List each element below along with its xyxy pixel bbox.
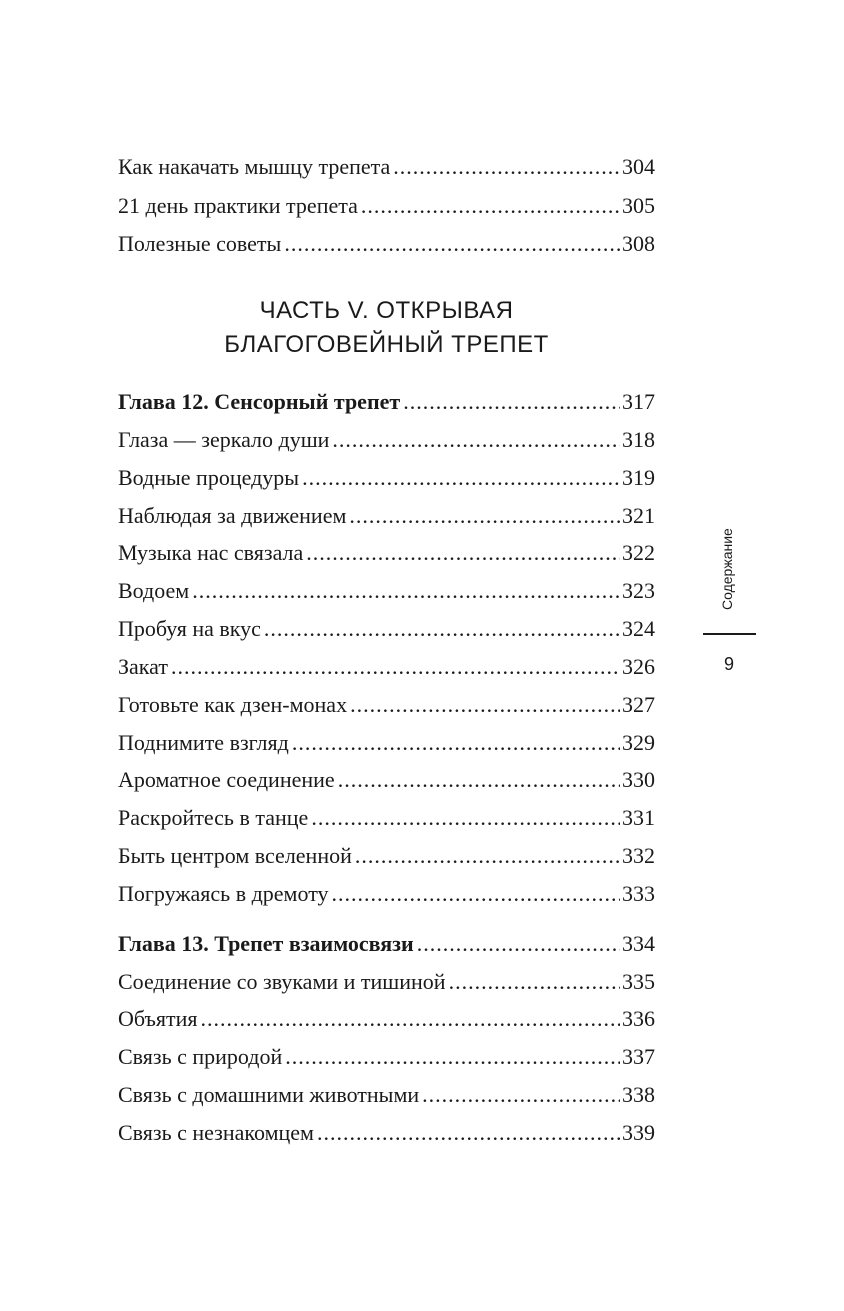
- toc-entry-page: 333: [622, 881, 655, 906]
- leader-dots: [264, 615, 620, 643]
- side-divider: [703, 633, 756, 635]
- toc-entry[interactable]: [118, 1005, 655, 1033]
- page-number: 9: [723, 654, 734, 674]
- chapter-page: 317: [622, 389, 655, 414]
- toc-entry-page: 339: [622, 1120, 655, 1145]
- leader-dots: [192, 577, 620, 605]
- chapter-13-heading[interactable]: [118, 930, 655, 958]
- chapter-12-heading[interactable]: [118, 388, 655, 416]
- toc-entry-title: Погружаясь в дремоту: [118, 881, 329, 906]
- leader-dots: [350, 691, 620, 719]
- toc-entry[interactable]: [118, 192, 655, 220]
- leader-dots: [332, 426, 620, 454]
- leader-dots: [292, 729, 620, 757]
- toc-entry-page: 308: [622, 231, 655, 256]
- toc-entry[interactable]: [118, 729, 655, 757]
- leader-dots: [171, 653, 620, 681]
- toc-entry[interactable]: [118, 842, 655, 870]
- toc-entry-page: 329: [622, 730, 655, 755]
- leader-dots: [285, 1043, 620, 1071]
- toc-entry[interactable]: [118, 539, 655, 567]
- toc-entry-title: Объятия: [118, 1006, 198, 1031]
- toc-entry-page: 338: [622, 1082, 655, 1107]
- toc-entry[interactable]: [118, 880, 655, 908]
- leader-dots: [311, 804, 620, 832]
- leader-dots: [332, 880, 620, 908]
- toc-entry[interactable]: [118, 1043, 655, 1071]
- toc-entry-title: Соединение со звуками и тишиной: [118, 969, 446, 994]
- toc-entry[interactable]: [118, 615, 655, 643]
- toc-entry-title: Раскройтесь в танце: [118, 805, 309, 830]
- toc-entry-title: Водные процедуры: [118, 465, 300, 490]
- toc-entry[interactable]: [118, 230, 655, 258]
- leader-dots: [361, 192, 620, 220]
- toc-entry-title: Связь с природой: [118, 1044, 283, 1069]
- toc-entry-title: Музыка нас связала: [118, 540, 304, 565]
- toc-entry[interactable]: [118, 766, 655, 794]
- toc-entry-page: 318: [622, 427, 655, 452]
- part-heading: [118, 294, 655, 362]
- toc-entry-title: Связь с незнакомцем: [118, 1120, 314, 1145]
- toc-entry-title: Связь с домашними животными: [118, 1082, 420, 1107]
- toc-entry-title: Как накачать мышцу трепета: [118, 154, 391, 179]
- leader-dots: [201, 1005, 620, 1033]
- toc-entry-page: 304: [622, 154, 655, 179]
- toc-entry-page: 321: [622, 503, 655, 528]
- toc-entry-title: Ароматное соединение: [118, 767, 335, 792]
- toc-entry-page: 324: [622, 616, 655, 641]
- toc-entry[interactable]: [118, 804, 655, 832]
- section-label: Содержание: [719, 528, 735, 610]
- toc-entry[interactable]: [118, 1119, 655, 1147]
- toc-entry-title: 21 день практики трепета: [118, 193, 358, 218]
- chapter-title: Глава 12. Сенсорный трепет: [118, 389, 401, 414]
- toc-entry-title: Пробуя на вкус: [118, 616, 261, 641]
- toc-entry-title: Закат: [118, 654, 168, 679]
- toc-entry-title: Водоем: [118, 578, 190, 603]
- toc-entry[interactable]: [118, 968, 655, 996]
- toc-entry-title: Готовьте как дзен-монах: [118, 692, 348, 717]
- toc-entry-page: 305: [622, 193, 655, 218]
- toc-entry-page: 326: [622, 654, 655, 679]
- toc-entry-page: 336: [622, 1006, 655, 1031]
- toc-entry-title: Полезные советы: [118, 231, 282, 256]
- toc-entry-page: 331: [622, 805, 655, 830]
- toc-entry-page: 335: [622, 969, 655, 994]
- toc-entry[interactable]: [118, 153, 655, 181]
- leader-dots: [422, 1081, 620, 1109]
- leader-dots: [317, 1119, 620, 1147]
- part-heading-line-1: ЧАСТЬ V. ОТКРЫВАЯ: [259, 297, 514, 324]
- toc-entry[interactable]: [118, 577, 655, 605]
- leader-dots: [449, 968, 620, 996]
- leader-dots: [284, 230, 620, 258]
- leader-dots: [306, 539, 620, 567]
- chapter-page: 334: [622, 931, 655, 956]
- toc-entry-page: 323: [622, 578, 655, 603]
- leader-dots: [393, 153, 620, 181]
- part-heading-line-2: БЛАГОГОВЕЙНЫЙ ТРЕПЕТ: [224, 331, 549, 358]
- leader-dots: [355, 842, 620, 870]
- leader-dots: [417, 930, 620, 958]
- toc-entry-page: 322: [622, 540, 655, 565]
- toc-entry-title: Наблюдая за движением: [118, 503, 347, 528]
- toc-entry[interactable]: [118, 691, 655, 719]
- chapter-title: Глава 13. Трепет взаимосвязи: [118, 931, 414, 956]
- toc-entry-page: 337: [622, 1044, 655, 1069]
- toc-entry-title: Поднимите взгляд: [118, 730, 289, 755]
- toc-entry-title: Быть центром вселенной: [118, 843, 352, 868]
- leader-dots: [302, 464, 620, 492]
- toc-entry[interactable]: [118, 464, 655, 492]
- toc-entry[interactable]: [118, 1081, 655, 1109]
- leader-dots: [403, 388, 620, 416]
- toc-entry-title: Глаза — зеркало души: [118, 427, 330, 452]
- toc-entry[interactable]: [118, 502, 655, 530]
- toc-entry-page: 332: [622, 843, 655, 868]
- leader-dots: [349, 502, 620, 530]
- leader-dots: [338, 766, 620, 794]
- toc-entry[interactable]: [118, 426, 655, 454]
- toc-entry-page: 327: [622, 692, 655, 717]
- toc-entry[interactable]: [118, 653, 655, 681]
- toc-entry-page: 330: [622, 767, 655, 792]
- toc-entry-page: 319: [622, 465, 655, 490]
